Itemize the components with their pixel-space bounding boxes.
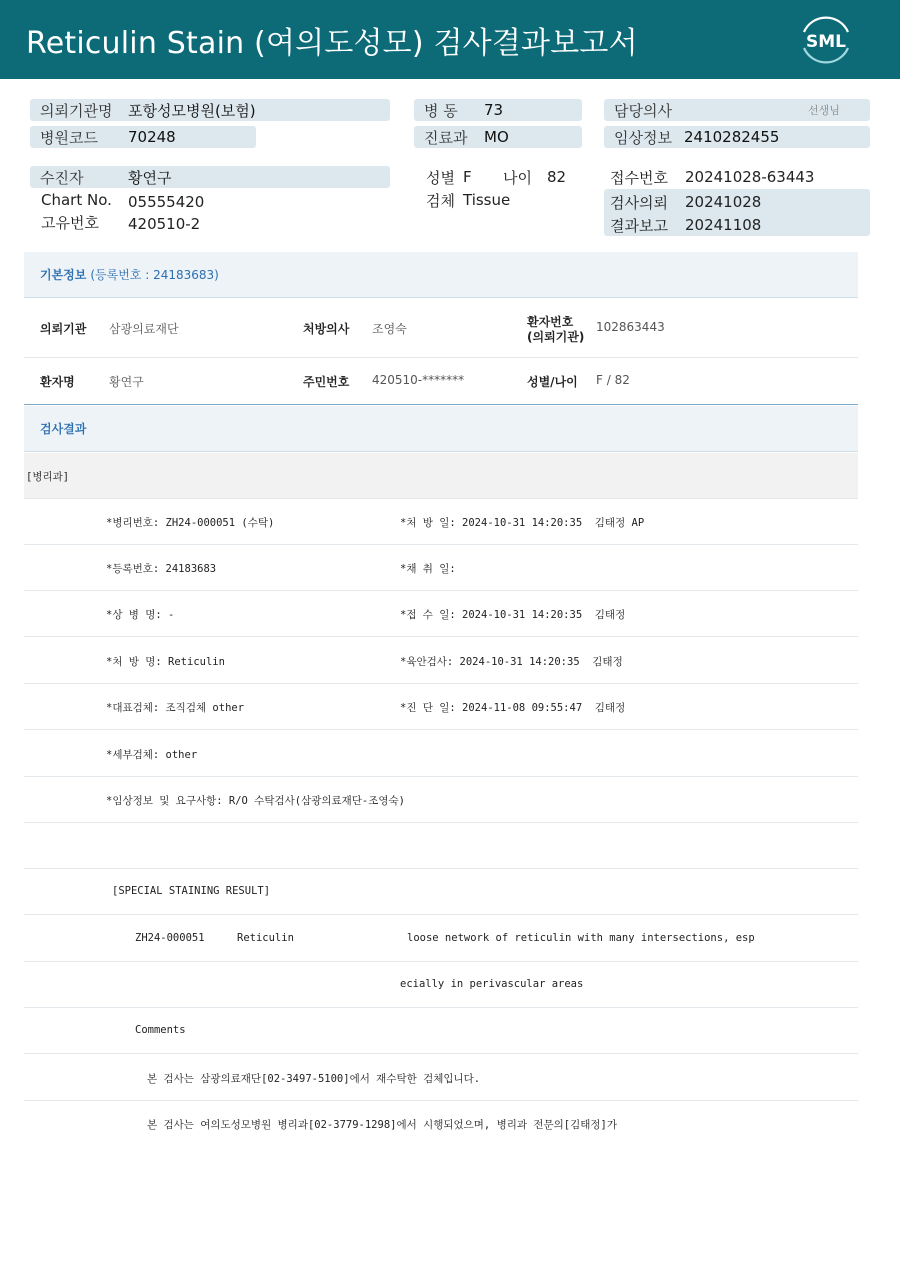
special-heading-row — [24, 869, 858, 915]
specimen-label: 검체 — [426, 192, 455, 210]
sml-logo-icon — [796, 12, 856, 68]
dept-row — [24, 453, 858, 499]
institution-value: 포항성모병원(보험) — [128, 101, 256, 120]
result-left: *처 방 명: Reticulin — [106, 656, 225, 668]
ward-value: 73 — [484, 101, 504, 119]
sex-label: 성별 — [426, 169, 455, 187]
specimen-value: Tissue — [463, 191, 511, 209]
hospital-code-value: 70248 — [128, 128, 176, 146]
special-result-row — [24, 916, 858, 962]
department-field — [414, 126, 582, 148]
row-value: 102863443 — [596, 320, 665, 334]
result-right: *채 취 일: — [400, 563, 456, 575]
row-label: 의뢰기관 — [40, 322, 87, 336]
examinee-label: 수진자 — [40, 168, 84, 187]
comment-row — [24, 1055, 858, 1101]
clinical-info-field — [604, 126, 870, 148]
empty-row — [24, 823, 858, 869]
comment-row — [24, 1101, 858, 1147]
special-result-row — [24, 962, 858, 1008]
result-line — [24, 591, 858, 637]
result-right: *접 수 일: 2024-10-31 14:20:35 김태정 — [400, 609, 626, 621]
examinee-value: 황연구 — [128, 168, 172, 187]
special-id: ZH24-000051 — [135, 932, 205, 944]
results-header — [24, 406, 858, 452]
doctor-suffix: 선생님 — [808, 104, 840, 117]
age-label: 나이 — [503, 169, 532, 187]
report-label: 결과보고 — [610, 217, 668, 235]
basic-info-header — [24, 252, 858, 298]
department-value: MO — [484, 128, 509, 146]
comment-text: 본 검사는 여의도성모병원 병리과[02-3779-1298]에서 시행되었으며, 병리과 전문의[김태정]가 — [147, 1119, 617, 1131]
institution-field — [30, 99, 390, 121]
row-label: 처방의사 — [303, 322, 350, 336]
registration-number: (등록번호 : 24183683) — [90, 268, 219, 282]
result-line — [24, 777, 858, 823]
result-left: *세부검체: other — [106, 749, 198, 761]
doctor-field — [604, 99, 870, 121]
basic-info-heading: 기본정보 — [40, 268, 87, 282]
result-left: *상 병 명: - — [106, 609, 175, 621]
result-line — [24, 684, 858, 730]
result-left: *임상정보 및 요구사항: R/O 수탁검사(삼광의료재단-조영숙) — [106, 795, 406, 807]
unique-no-label: 고유번호 — [41, 214, 99, 232]
unique-no-value: 420510-2 — [128, 215, 201, 233]
chart-no-label: Chart No. — [41, 191, 112, 209]
request-label: 검사의뢰 — [610, 194, 668, 212]
doctor-label: 담당의사 — [614, 101, 672, 120]
report-value: 20241108 — [685, 216, 762, 234]
row-value: 420510-******* — [372, 373, 465, 387]
sex-value: F — [463, 168, 472, 186]
receipt-label: 접수번호 — [610, 169, 668, 187]
result-left: *등록번호: 24183683 — [106, 563, 217, 575]
result-line — [24, 638, 858, 684]
dept-label: [병리과] — [26, 471, 70, 483]
special-result-text: ecially in perivascular areas — [400, 978, 584, 990]
results-section — [24, 406, 858, 452]
row-value: 삼광의료재단 — [109, 322, 179, 336]
result-left: *대표검체: 조직검체 other — [106, 702, 245, 714]
logo-text: SML — [806, 32, 846, 52]
department-label: 진료과 — [424, 128, 468, 147]
special-staining-heading: [SPECIAL STAINING RESULT] — [112, 885, 271, 897]
row-label: 환자명 — [40, 375, 75, 389]
ward-field — [414, 99, 582, 121]
hospital-code-field — [30, 126, 256, 148]
clinical-info-value: 2410282455 — [684, 128, 780, 146]
result-line — [24, 731, 858, 777]
receipt-value: 20241028-63443 — [685, 168, 815, 186]
results-heading: 검사결과 — [40, 422, 87, 436]
comments-label: Comments — [135, 1024, 186, 1036]
row-label: 성별/나이 — [527, 375, 578, 389]
row-value: 황연구 — [109, 375, 144, 389]
request-value: 20241028 — [685, 193, 762, 211]
special-stain: Reticulin — [237, 932, 294, 944]
result-line — [24, 545, 858, 591]
result-right: *처 방 일: 2024-10-31 14:20:35 김태정 AP — [400, 517, 645, 529]
basic-info-section — [24, 252, 858, 298]
chart-no-value: 05555420 — [128, 193, 205, 211]
hospital-code-label: 병원코드 — [40, 128, 98, 147]
result-right: *육안검사: 2024-10-31 14:20:35 김태정 — [400, 656, 623, 668]
result-left: *병리번호: ZH24-000051 (수탁) — [106, 517, 275, 529]
age-value: 82 — [547, 168, 567, 186]
clinical-info-label: 임상정보 — [614, 128, 672, 147]
result-right: *진 단 일: 2024-11-08 09:55:47 김태정 — [400, 702, 626, 714]
ward-label: 병 동 — [424, 101, 458, 120]
row-label: 환자번호 — [527, 315, 574, 329]
basic-info-row — [24, 298, 858, 358]
special-result-text: loose network of reticulin with many intersections, esp — [407, 932, 755, 944]
basic-info-row — [24, 358, 858, 405]
examinee-field — [30, 166, 390, 188]
comments-row — [24, 1008, 858, 1054]
institution-label: 의뢰기관명 — [40, 101, 113, 120]
result-line — [24, 499, 858, 545]
report-title: Reticulin Stain (여의도성모) 검사결과보고서 — [26, 26, 638, 61]
row-value: F / 82 — [596, 373, 630, 387]
row-value: 조영숙 — [372, 322, 407, 336]
row-label-sub: (의뢰기관) — [527, 330, 585, 344]
row-label: 주민번호 — [303, 375, 350, 389]
header-banner — [0, 0, 900, 79]
comment-text: 본 검사는 삼광의료재단[02-3497-5100]에서 재수탁한 검체입니다. — [147, 1073, 481, 1085]
